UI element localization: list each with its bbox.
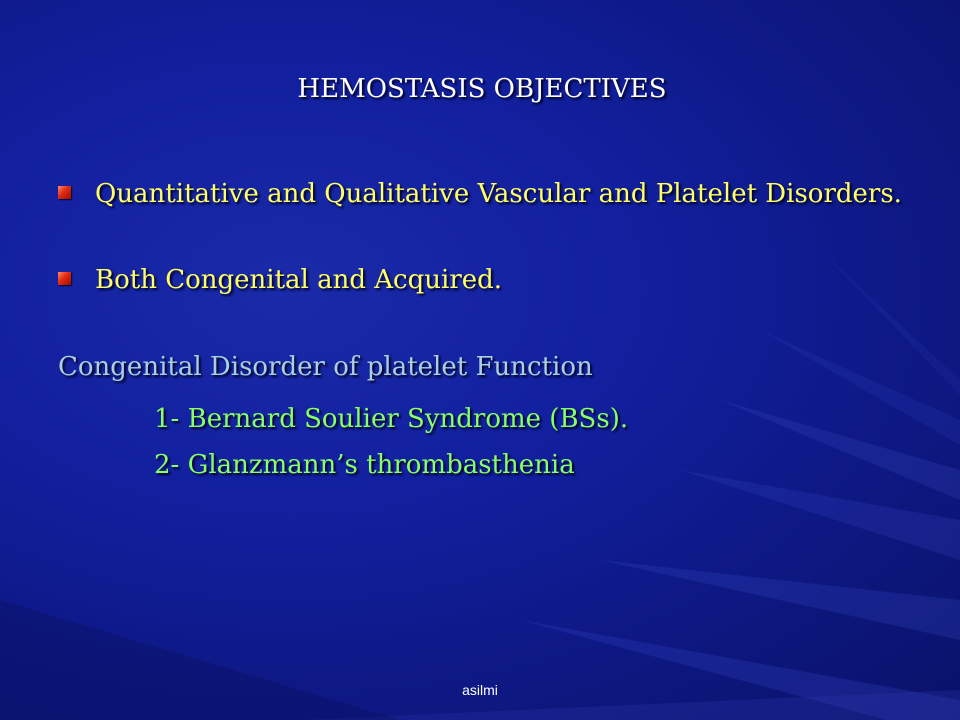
slide-title: HEMOSTASIS OBJECTIVES (297, 74, 667, 104)
bullet-item-2 (58, 264, 918, 296)
sub-item-1: 1- Bernard Soulier Syndrome (BSs). (154, 404, 629, 434)
subheading: Congenital Disorder of platelet Function (58, 352, 593, 382)
red-square-bullet-icon (58, 186, 71, 199)
sub-item-2: 2- Glanzmann’s thrombasthenia (154, 450, 575, 480)
bullet-item-1 (58, 178, 918, 210)
footer-author: asilmi (462, 682, 498, 698)
red-square-bullet-icon (58, 272, 71, 285)
bullet-text-2: Both Congenital and Acquired. (95, 265, 503, 295)
bullet-text-1: Quantitative and Qualitative Vascular and Platelet Disorders. (95, 179, 902, 209)
